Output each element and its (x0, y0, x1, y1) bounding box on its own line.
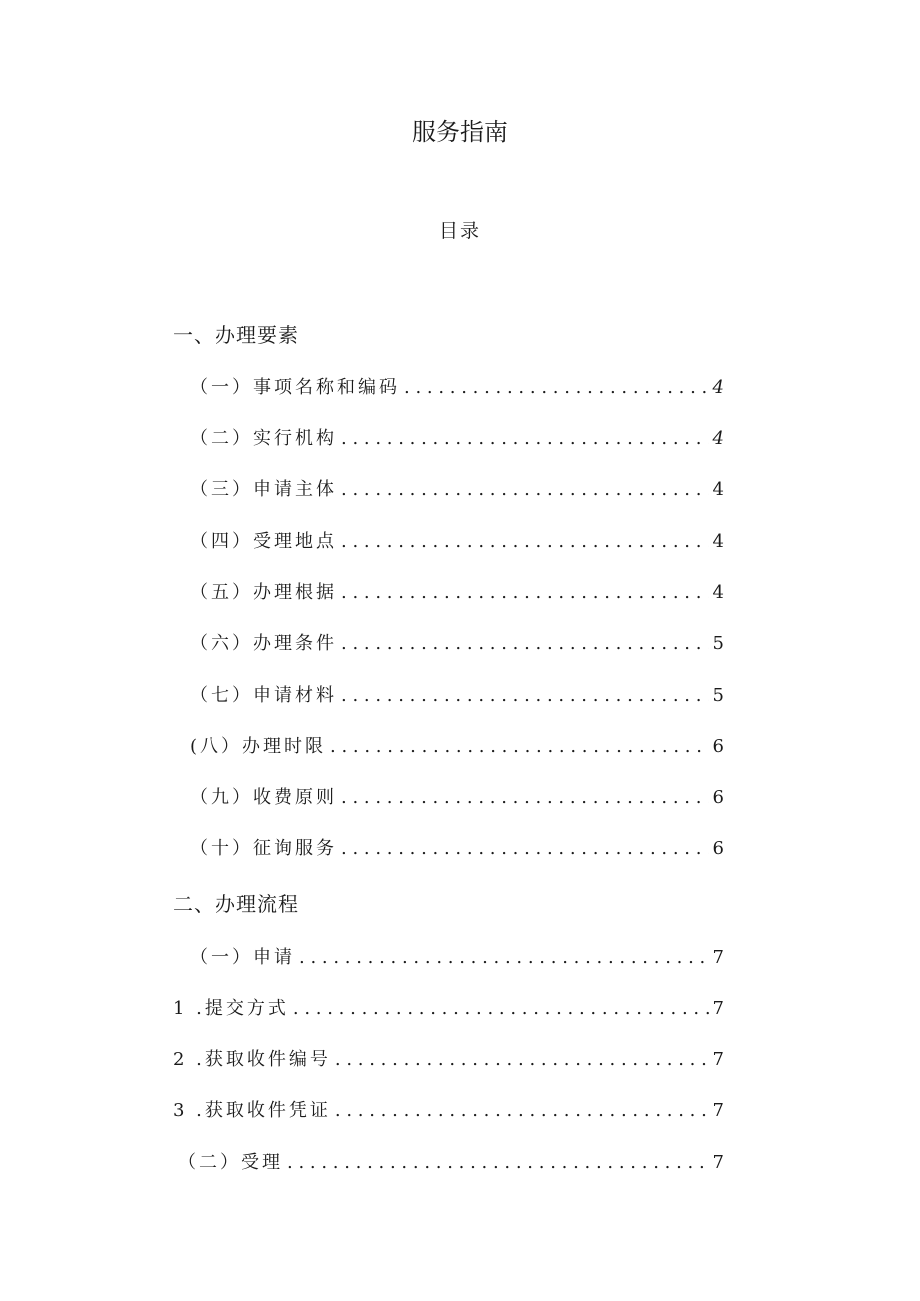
toc-entry[interactable] (190, 784, 724, 812)
toc-entry[interactable] (190, 733, 724, 761)
toc-leader-dots (337, 630, 709, 658)
toc-leader-dots (331, 1097, 709, 1125)
toc-leader-dots (337, 528, 709, 556)
toc-leader-dots (337, 682, 709, 710)
toc-entry-label: （二）受理 (178, 1152, 283, 1173)
toc-entry[interactable] (190, 476, 724, 504)
section-heading-2: 二、办理流程 (173, 892, 299, 916)
toc-entry-page: 6 (712, 838, 724, 859)
toc-entry[interactable] (190, 944, 724, 972)
toc-entry-label: （一）申请 (190, 947, 295, 968)
toc-entry[interactable] (190, 528, 724, 556)
toc-entry-page: 4 (712, 531, 724, 552)
toc-entry[interactable] (173, 1097, 724, 1125)
toc-entry-page: 7 (712, 1049, 724, 1070)
toc-leader-dots (400, 374, 709, 402)
toc-entry-label: （七）申请材料 (190, 685, 337, 706)
toc-entry-page: 5 (712, 685, 724, 706)
toc-leader-dots (283, 1149, 709, 1177)
toc-entry-page: 7 (712, 1100, 724, 1121)
toc-entry-page: 4 (712, 428, 724, 449)
toc-entry[interactable] (190, 425, 724, 453)
toc-entry-label: 2 .获取收件编号 (173, 1049, 331, 1070)
toc-entry-label: （一）事项名称和编码 (190, 377, 400, 398)
toc-entry-label: （六）办理条件 (190, 633, 337, 654)
toc-entry-label: （十）征询服务 (190, 838, 337, 859)
toc-entry-page: 5 (712, 633, 724, 654)
toc-entry-label: （二）实行机构 (190, 428, 337, 449)
toc-entry[interactable] (190, 579, 724, 607)
toc-entry-page: 6 (712, 787, 724, 808)
toc-entry-label: （九）收费原则 (190, 787, 337, 808)
toc-entry[interactable] (190, 835, 724, 863)
toc-entry-label: （三）申请主体 (190, 479, 337, 500)
toc-entry-page: 7 (712, 998, 724, 1019)
toc-leader-dots (326, 733, 709, 761)
toc-entry-page: 4 (712, 479, 724, 500)
toc-entry[interactable] (190, 682, 724, 710)
toc-heading: 目录 (438, 220, 481, 242)
toc-leader-dots (337, 425, 709, 453)
toc-entry-page: 4 (712, 582, 724, 603)
toc-leader-dots (289, 995, 709, 1023)
toc-entry-label: (八）办理时限 (190, 736, 327, 757)
toc-entry-label: 1 .提交方式 (173, 998, 289, 1019)
toc-entry-label: （五）办理根据 (190, 582, 337, 603)
toc-entry-label: （四）受理地点 (190, 531, 337, 552)
toc-leader-dots (295, 944, 709, 972)
section-heading-1: 一、办理要素 (173, 323, 299, 347)
toc-leader-dots (337, 579, 709, 607)
toc-entry[interactable] (178, 1149, 724, 1177)
toc-entry-label: 3 .获取收件凭证 (173, 1100, 331, 1121)
toc-leader-dots (337, 835, 709, 863)
document-title: 服务指南 (412, 118, 508, 146)
toc-entry-page: 4 (712, 377, 724, 398)
toc-leader-dots (337, 784, 709, 812)
toc-entry[interactable] (173, 1046, 724, 1074)
toc-leader-dots (337, 476, 709, 504)
toc-entry[interactable] (190, 630, 724, 658)
toc-leader-dots (331, 1046, 709, 1074)
toc-entry-page: 7 (712, 1152, 724, 1173)
toc-entry[interactable] (190, 374, 724, 402)
toc-entry-page: 6 (712, 736, 724, 757)
toc-entry[interactable] (173, 995, 724, 1023)
toc-entry-page: 7 (712, 947, 724, 968)
